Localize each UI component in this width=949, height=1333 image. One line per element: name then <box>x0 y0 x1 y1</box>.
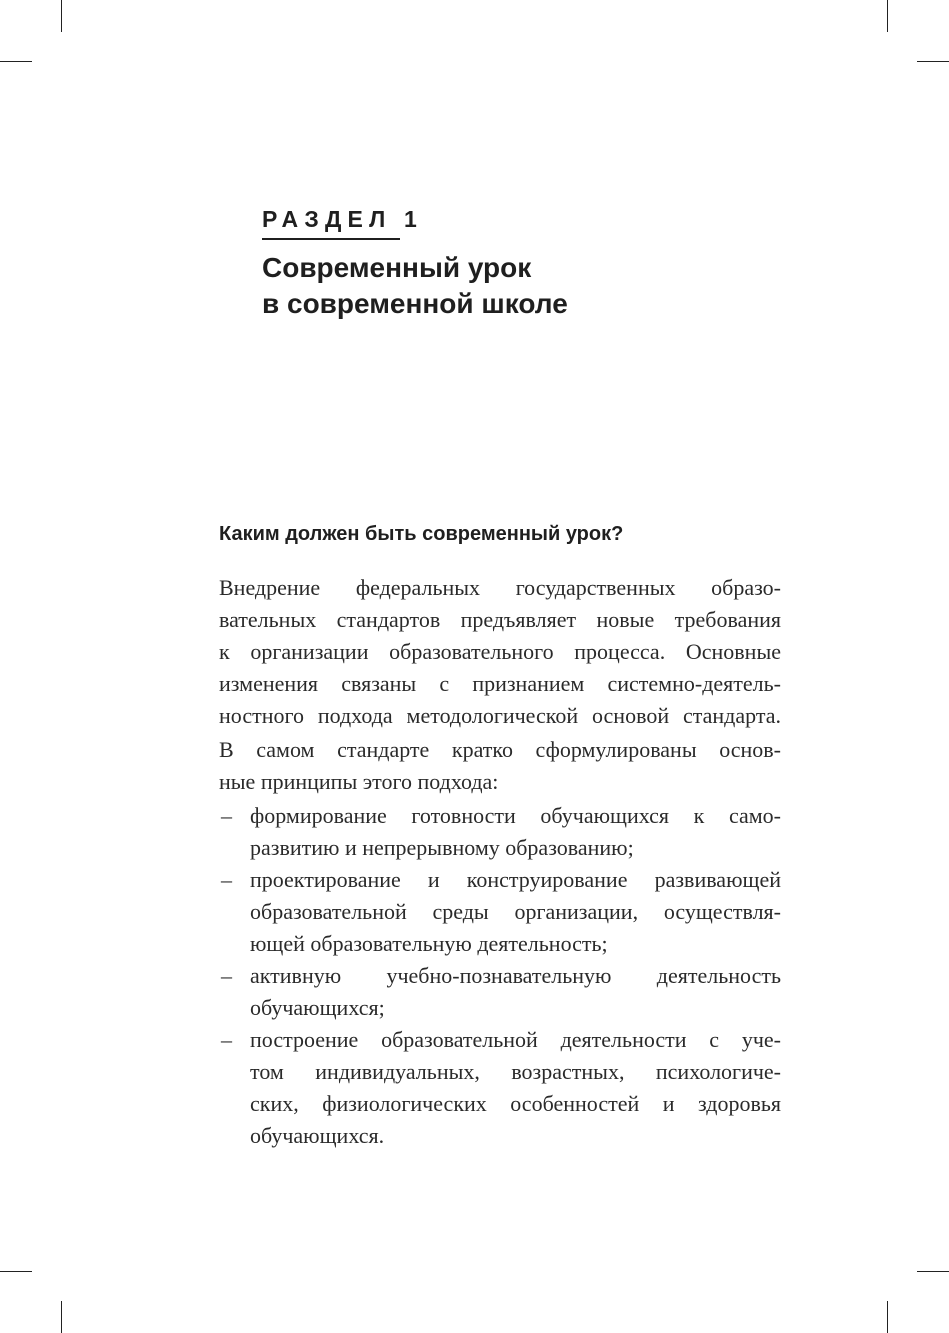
paragraph-1 <box>219 572 781 732</box>
crop-mark-top-right-vertical <box>887 0 888 32</box>
body-text <box>219 572 781 1152</box>
list-dash: – <box>221 803 232 828</box>
crop-mark-top-left-horizontal <box>0 61 32 62</box>
list-line: образовательной среды организации, осуществля- <box>250 899 781 924</box>
paragraph-line: к организации образовательного процесса. Основные <box>219 639 781 664</box>
section-title <box>262 250 568 322</box>
crop-mark-bottom-right-vertical <box>887 1301 888 1333</box>
section-label: РАЗДЕЛ 1 <box>262 206 423 232</box>
list-dash: – <box>221 1027 232 1052</box>
crop-mark-bottom-left-vertical <box>61 1301 62 1333</box>
list-line: обучающихся. <box>250 1123 385 1148</box>
list-line: обучающихся; <box>250 995 385 1020</box>
list-line: проектирование и конструирование развивающей <box>250 867 781 892</box>
list-item <box>219 960 781 1024</box>
section-title-line-2: в современной школе <box>262 288 568 319</box>
section-title-line-1: Современный урок <box>262 252 532 283</box>
section-rule <box>262 238 400 240</box>
crop-mark-top-right-horizontal <box>917 61 949 62</box>
list-dash: – <box>221 867 232 892</box>
list-line: том индивидуальных, возрастных, психологиче- <box>250 1059 781 1084</box>
crop-mark-bottom-left-horizontal <box>0 1271 32 1272</box>
list-line: формирование готовности обучающихся к само- <box>250 803 781 828</box>
paragraph-line: изменения связаны с признанием системно-деятель- <box>219 671 781 696</box>
paragraph-line: В самом стандарте кратко сформулированы основ- <box>219 737 781 762</box>
paragraph-line: вательных стандартов предъявляет новые требования <box>219 607 781 632</box>
principles-list <box>219 800 781 1152</box>
paragraph-2 <box>219 734 781 798</box>
list-item <box>219 1024 781 1152</box>
list-item <box>219 800 781 864</box>
list-line: активную учебно-познавательную деятельность <box>250 963 781 988</box>
list-line: развитию и непрерывному образованию; <box>250 835 634 860</box>
paragraph-line: ные принципы этого подхода: <box>219 769 499 794</box>
list-line: ющей образовательную деятельность; <box>250 931 608 956</box>
paragraph-line: ностного подхода методологической основой стандарта. <box>219 703 781 728</box>
list-line: ских, физиологических особенностей и здоровья <box>250 1091 781 1116</box>
crop-mark-top-left-vertical <box>61 0 62 32</box>
crop-mark-bottom-right-horizontal <box>917 1271 949 1272</box>
list-dash: – <box>221 963 232 988</box>
subheading: Каким должен быть современный урок? <box>219 523 624 545</box>
list-line: построение образовательной деятельности с уче- <box>250 1027 781 1052</box>
list-item <box>219 864 781 960</box>
paragraph-line: Внедрение федеральных государственных образо- <box>219 575 781 600</box>
